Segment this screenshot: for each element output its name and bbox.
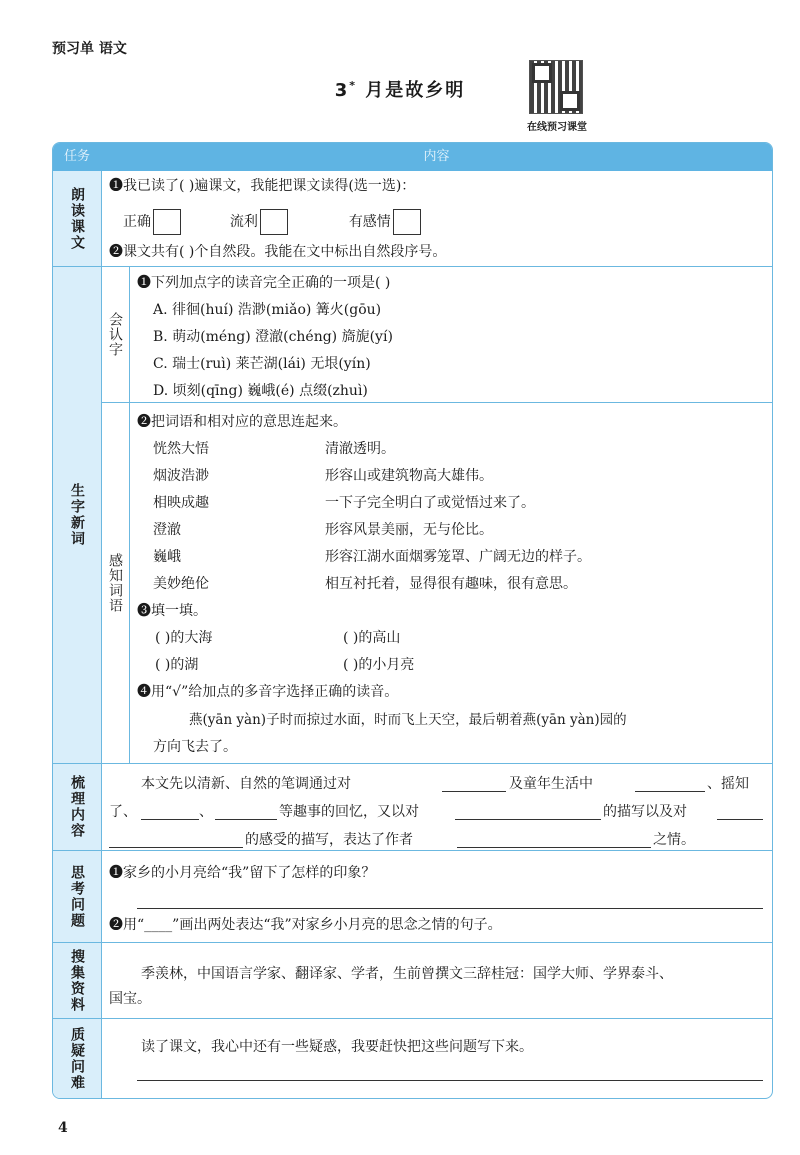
- match-word[interactable]: 恍然大悟: [153, 441, 209, 457]
- outline-line-2d: 的描写以及对: [603, 804, 687, 820]
- outline-line-2c: 等趣事的回忆，又以对: [279, 804, 419, 820]
- label-words: 生字新词: [53, 267, 101, 764]
- table-header: [53, 143, 772, 171]
- row-divider: [101, 266, 772, 267]
- match-meaning[interactable]: 形容山或建筑物高大雄伟。: [325, 468, 493, 484]
- q4-line-1[interactable]: 燕(yān yàn)子时而掠过水面，时而飞上天空，最后朝着燕(yān yàn)园的: [189, 712, 627, 728]
- outline-line-2b: 、: [199, 804, 213, 820]
- sub-column-divider: [129, 267, 130, 763]
- book-header: 预习单 语文: [52, 41, 127, 57]
- qr-code-icon[interactable]: [529, 60, 583, 114]
- outline-line-1b: 及童年生活中: [509, 776, 593, 792]
- outline-blank[interactable]: [215, 819, 277, 820]
- row-divider: [101, 850, 772, 851]
- label-doubt: 质疑问难: [53, 1019, 101, 1098]
- lesson-title-text: 月是故乡明: [365, 80, 466, 101]
- think-q1: ❶家乡的小月亮给“我”留下了怎样的印象？: [109, 865, 376, 881]
- outline-line-3b: 之情。: [653, 832, 695, 848]
- q2-prompt: ❷把词语和相对应的意思连起来。: [137, 414, 347, 430]
- match-word[interactable]: 澄澈: [153, 522, 181, 538]
- match-word[interactable]: 相映成趣: [153, 495, 209, 511]
- q4-line-2: 方向飞去了。: [153, 739, 237, 755]
- sublabel-recognize: 会认字: [107, 312, 123, 357]
- think-answer-line[interactable]: [137, 908, 763, 909]
- outline-blank[interactable]: [455, 819, 601, 820]
- label-read: 朗读课文: [53, 171, 101, 267]
- label-search: 搜集资料: [53, 943, 101, 1019]
- fill-lake[interactable]: ( )的湖: [155, 657, 199, 673]
- outline-blank[interactable]: [717, 819, 763, 820]
- q1-option-b[interactable]: B. 萌动(méng) 澄澈(chéng) 旖旎(yí): [153, 329, 393, 345]
- think-q2: ❷用“____”画出两处表达“我”对家乡小月亮的思念之情的句子。: [109, 917, 502, 933]
- q1-option-a[interactable]: A. 徘徊(huí) 浩渺(miǎo) 篝火(gōu): [153, 302, 382, 318]
- page-number: 4: [58, 1120, 68, 1136]
- lesson-number: 3: [334, 80, 350, 101]
- option-correct: 正确: [123, 214, 151, 230]
- read-line-2: ❷课文共有( )个自然段。我能在文中标出自然段序号。: [109, 244, 447, 260]
- match-word[interactable]: 烟波浩渺: [153, 468, 209, 484]
- row-divider: [101, 942, 772, 943]
- doubt-line-1: 读了课文，我心中还有一些疑惑，我要赶快把这些问题写下来。: [141, 1039, 533, 1055]
- match-meaning[interactable]: 形容风景美丽，无与伦比。: [325, 522, 493, 538]
- fill-sea[interactable]: ( )的大海: [155, 630, 213, 646]
- outline-line-3a: 的感受的描写，表达了作者: [245, 832, 413, 848]
- checkbox-correct[interactable]: [153, 209, 181, 235]
- match-word[interactable]: 巍峨: [153, 549, 181, 565]
- q3-prompt: ❸填一填。: [137, 603, 207, 619]
- label-think: 思考问题: [53, 851, 101, 943]
- match-meaning[interactable]: 形容江湖水面烟雾笼罩、广阔无边的样子。: [325, 549, 591, 565]
- outline-blank[interactable]: [109, 847, 243, 848]
- sub-row-divider: [129, 402, 772, 403]
- outline-blank[interactable]: [141, 819, 199, 820]
- col-task: 任务: [63, 149, 90, 164]
- checkbox-fluent[interactable]: [260, 209, 288, 235]
- fill-mountain[interactable]: ( )的高山: [343, 630, 401, 646]
- qr-label: 在线预习课堂: [527, 122, 587, 133]
- match-meaning[interactable]: 一下子完全明白了或觉悟过来了。: [325, 495, 535, 511]
- outline-blank[interactable]: [442, 791, 506, 792]
- doubt-answer-line[interactable]: [137, 1080, 763, 1081]
- fill-moon[interactable]: ( )的小月亮: [343, 657, 415, 673]
- q1-prompt: ❶下列加点字的读音完全正确的一项是( ): [137, 275, 391, 291]
- outline-blank[interactable]: [635, 791, 705, 792]
- worksheet-table: [52, 142, 773, 1099]
- lesson-mark: *: [349, 79, 357, 92]
- outline-line-1a: 本文先以清新、自然的笔调通过对: [141, 776, 351, 792]
- checkbox-emotion[interactable]: [393, 209, 421, 235]
- q4-prompt: ❹用“√”给加点的多音字选择正确的读音。: [137, 684, 399, 700]
- q1-option-d[interactable]: D. 顷刻(qīng) 巍峨(é) 点缀(zhuì): [153, 383, 368, 399]
- match-meaning[interactable]: 相互衬托着，显得很有趣味，很有意思。: [325, 576, 577, 592]
- col-content: 内容: [423, 149, 450, 164]
- read-options: [123, 209, 421, 235]
- read-line-1: ❶我已读了( )遍课文，我能把课文读得(选一选)：: [109, 178, 416, 194]
- outline-line-2a: 了、: [109, 804, 137, 820]
- row-divider: [101, 763, 772, 764]
- option-emotion: 有感情: [348, 214, 391, 230]
- match-meaning[interactable]: 清澈透明。: [325, 441, 395, 457]
- label-outline: 梳理内容: [53, 764, 101, 851]
- search-line-2: 国宝。: [109, 991, 151, 1007]
- outline-line-1c: 、摇知: [707, 776, 749, 792]
- match-word[interactable]: 美妙绝伦: [153, 576, 209, 592]
- lesson-title: [0, 76, 800, 102]
- row-divider: [101, 1018, 772, 1019]
- sublabel-perceive: 感知词语: [107, 553, 123, 613]
- search-line-1: 季羡林，中国语言学家、翻译家、学者，生前曾撰文三辞桂冠：国学大师、学界泰斗、: [141, 966, 673, 982]
- q1-option-c[interactable]: C. 瑞士(ruì) 莱芒湖(lái) 无垠(yín): [153, 356, 371, 372]
- outline-blank[interactable]: [457, 847, 651, 848]
- option-fluent: 流利: [229, 214, 258, 230]
